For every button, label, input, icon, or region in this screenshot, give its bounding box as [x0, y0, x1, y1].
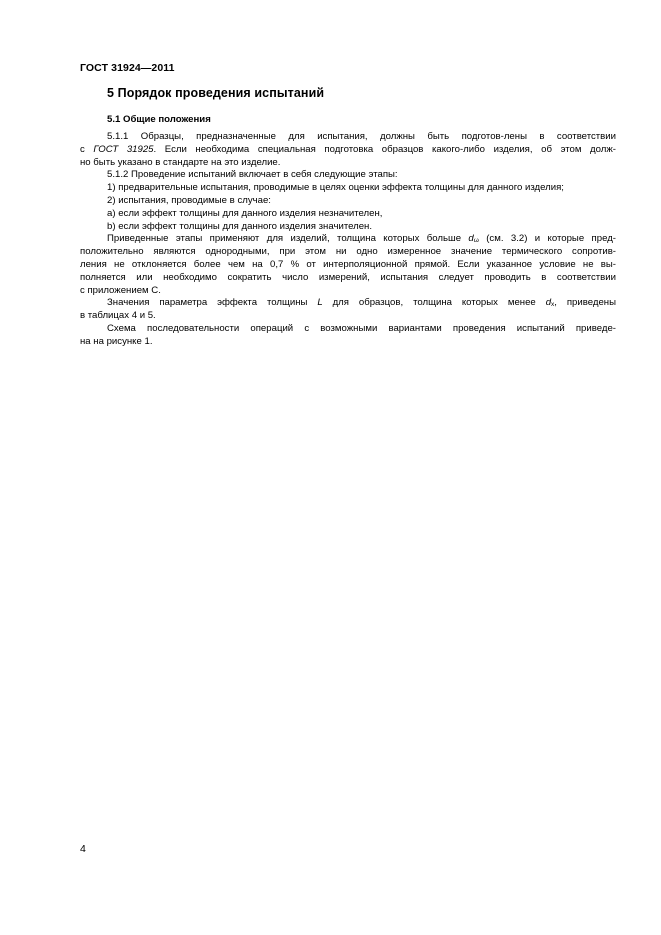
text-fragment: Приведенные этапы применяют для изделий, толщина которых больше — [107, 233, 469, 245]
paragraph-operation-scheme — [80, 323, 616, 349]
text-line — [80, 297, 616, 310]
list-item: 1) предварительные испытания, проводимые в целях оценки эффекта толщины для данного изделия; — [107, 182, 564, 194]
paragraph-5-1-1 — [80, 131, 616, 169]
text-fragment: (см. 3.2) и которые пред- — [478, 233, 616, 245]
text-fragment: Значения параметра эффекта толщины — [107, 297, 318, 309]
math-subscript: ω — [473, 237, 479, 245]
paragraph-5-1-2 — [80, 169, 616, 233]
body-text — [80, 131, 616, 349]
standard-reference: ГОСТ 31925 — [93, 143, 154, 155]
page-number: 4 — [80, 843, 86, 855]
math-variable: d — [545, 297, 552, 309]
section-title: 5 Порядок проведения испытаний — [107, 86, 325, 100]
text-line — [80, 233, 616, 246]
math-subscript: x — [551, 301, 555, 309]
list-item: b) если эффект толщины для данного изделия значителен. — [107, 220, 373, 232]
math-variable: L — [317, 297, 323, 309]
text-fragment: для образцов, толщина которых менее — [322, 297, 546, 309]
math-variable: d — [468, 233, 474, 245]
list-item: 2) испытания, проводимые в случае: — [107, 194, 271, 206]
text-line: 5.1.1 Образцы, предназначенные для испытания, должны быть подготов-лены в соответствии — [107, 131, 616, 142]
text-line: 5.1.2 Проведение испытаний включает в себя следующие этапы: — [107, 169, 398, 181]
text-line: в таблицах 4 и 5. — [80, 310, 156, 322]
list-item: a) если эффект толщины для данного изделия незначителен, — [107, 207, 383, 219]
text-line — [80, 144, 616, 157]
text-line: но быть указано в стандарте на это изделие. — [80, 156, 281, 168]
text-line: на на рисунке 1. — [80, 335, 153, 347]
paragraph-stages-applicability — [80, 233, 616, 297]
text-line: Схема последовательности операций с возможными вариантами проведения испытаний приведе- — [107, 322, 616, 334]
text-fragment: с — [80, 143, 94, 155]
subsection-title: 5.1 Общие положения — [107, 114, 211, 125]
text-line: полняется или необходимо сократить число измерений, испытания следует проводить в соответствии — [80, 271, 616, 283]
paragraph-thickness-parameter — [80, 297, 616, 323]
text-line: с приложением С. — [80, 284, 161, 296]
text-fragment: , приведены — [554, 297, 616, 309]
text-line: положительно являются однородными, при этом ни одно измеренное значение термического сопротив- — [80, 246, 616, 258]
text-line: ления не отклоняется более чем на 0,7 % от интерполяционной прямой. Если указанное условие не вы- — [80, 258, 616, 270]
document-code-header: ГОСТ 31924—2011 — [80, 62, 175, 74]
text-fragment: . Если необходима специальная подготовка образцов какого-либо изделия, об этом долж- — [153, 143, 616, 155]
